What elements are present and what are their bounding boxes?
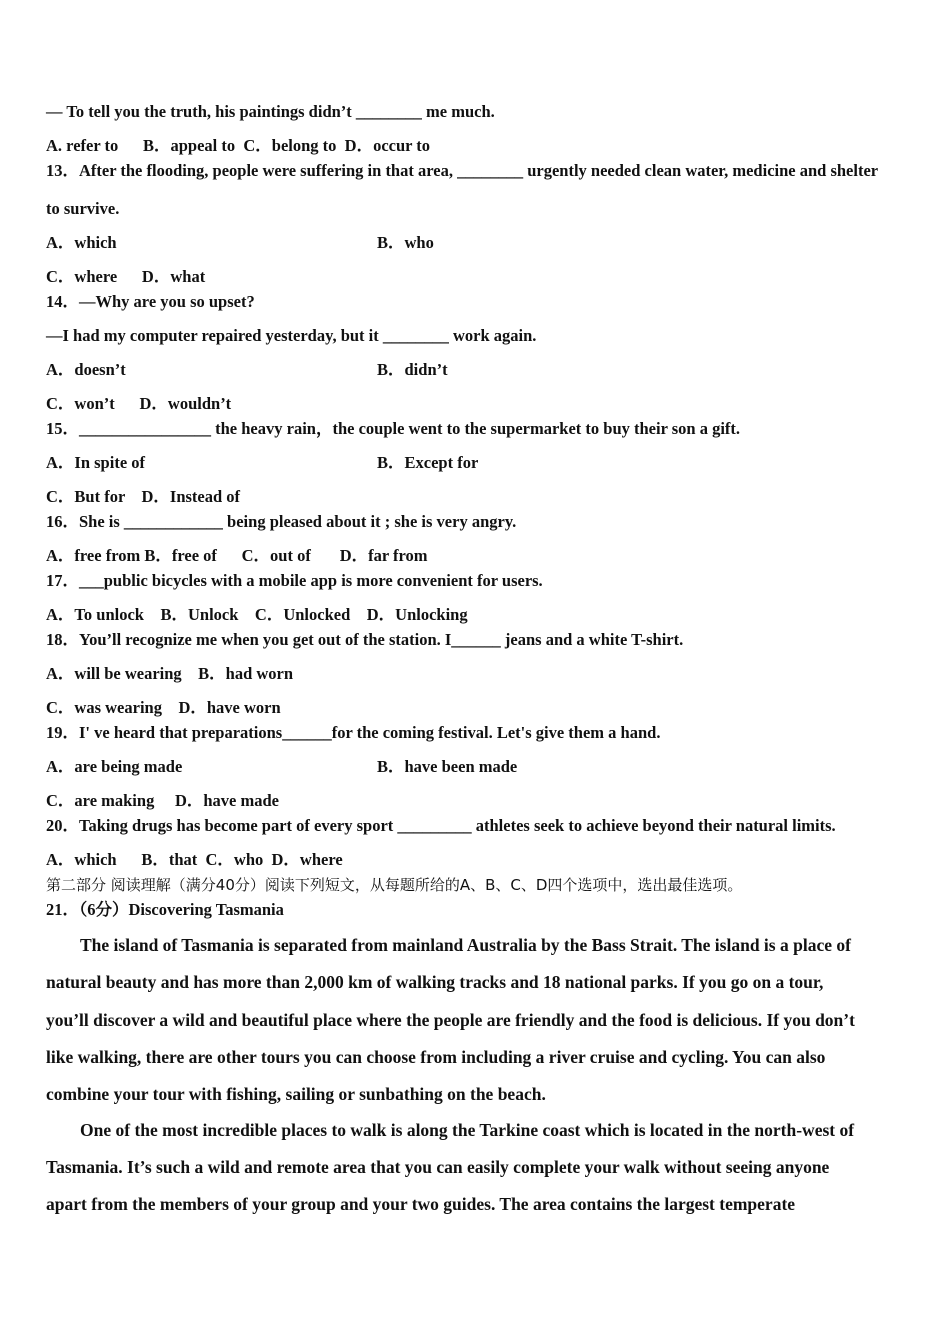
q12-stem: — To tell you the truth, his paintings didn’t ________ me much. (46, 102, 495, 121)
passage-p1-line5: combine your tour with fishing, sailing or sunbathing on the beach. (46, 1084, 546, 1104)
passage-p1-line3: you’ll discover a wild and beautiful place where the people are friendly and the food is delicious. If you don’t (46, 1010, 855, 1030)
q17-stem: 17．___public bicycles with a mobile app is more convenient for users. (46, 571, 543, 590)
q16-options: A．free from B．free of C．out of D．far from (46, 546, 428, 565)
q13-option-b: B．who (377, 233, 434, 252)
q15-options-cd: C．But for D．Instead of (46, 487, 241, 506)
passage-p2-line1: One of the most incredible places to walk is along the Tarkine coast which is located in the north-west of (80, 1120, 855, 1140)
passage-p1-line2: natural beauty and has more than 2,000 km of walking tracks and 18 national parks. If you go on a tour, (46, 972, 824, 992)
q14-stem-line2: —I had my computer repaired yesterday, but it ________ work again. (46, 326, 537, 345)
q13-option-a: A．which (46, 233, 117, 252)
q12-options: A. refer to B．appeal to C．belong to D．occur to (46, 136, 431, 155)
q17-options: A．To unlock B．Unlock C．Unlocked D．Unlocking (46, 605, 468, 624)
q14-stem-line1: 14．—Why are you so upset? (46, 292, 255, 311)
q14-options-cd: C．won’t D．wouldn’t (46, 394, 232, 413)
passage-p2-line3: apart from the members of your group and your two guides. The area contains the largest temperate (46, 1194, 796, 1214)
q19-stem: 19．I' ve heard that preparations______for the coming festival. Let's give them a hand. (46, 723, 661, 742)
q19-option-b: B．have been made (377, 757, 518, 776)
q19-option-a: A．are being made (46, 757, 183, 776)
q21-title: 21．（6分）Discovering Tasmania (46, 900, 284, 919)
q15-option-b: B．Except for (377, 453, 479, 472)
q20-stem: 20．Taking drugs has become part of every sport _________ athletes seek to achieve beyond their natural limits. (46, 816, 836, 835)
q16-stem: 16．She is ____________ being pleased about it ; she is very angry. (46, 512, 517, 531)
q13-stem-line2: to survive. (46, 199, 120, 218)
section2-heading: 第二部分 阅读理解（满分40分）阅读下列短文，从每题所给的A、B、C、D四个选项中，选出最佳选项。 (46, 876, 743, 894)
q20-options: A．which B．that C．who D．where (46, 850, 343, 869)
passage-p1-line1: The island of Tasmania is separated from mainland Australia by the Bass Strait. The island is a place of (80, 935, 851, 955)
q18-stem: 18．You’ll recognize me when you get out of the station. I______ jeans and a white T-shirt. (46, 630, 684, 649)
passage-p1-line4: like walking, there are other tours you can choose from including a river cruise and cycling. You can also (46, 1047, 826, 1067)
q13-options-cd: C．where D．what (46, 267, 206, 286)
q14-option-b: B．didn’t (377, 360, 448, 379)
q15-option-a: A．In spite of (46, 453, 146, 472)
passage-p2-line2: Tasmania. It’s such a wild and remote area that you can easily complete your walk without seeing anyone (46, 1157, 830, 1177)
q18-options-ab: A．will be wearing B．had worn (46, 664, 294, 683)
q13-stem-line1: 13．After the flooding, people were suffering in that area, ________ urgently needed clean water, medicine and shelter (46, 161, 879, 180)
q14-option-a: A．doesn’t (46, 360, 126, 379)
q19-options-cd: C．are making D．have made (46, 791, 279, 810)
q18-options-cd: C．was wearing D．have worn (46, 698, 281, 717)
q15-stem: 15．________________ the heavy rain，the couple went to the supermarket to buy their son a gift. (46, 419, 741, 438)
